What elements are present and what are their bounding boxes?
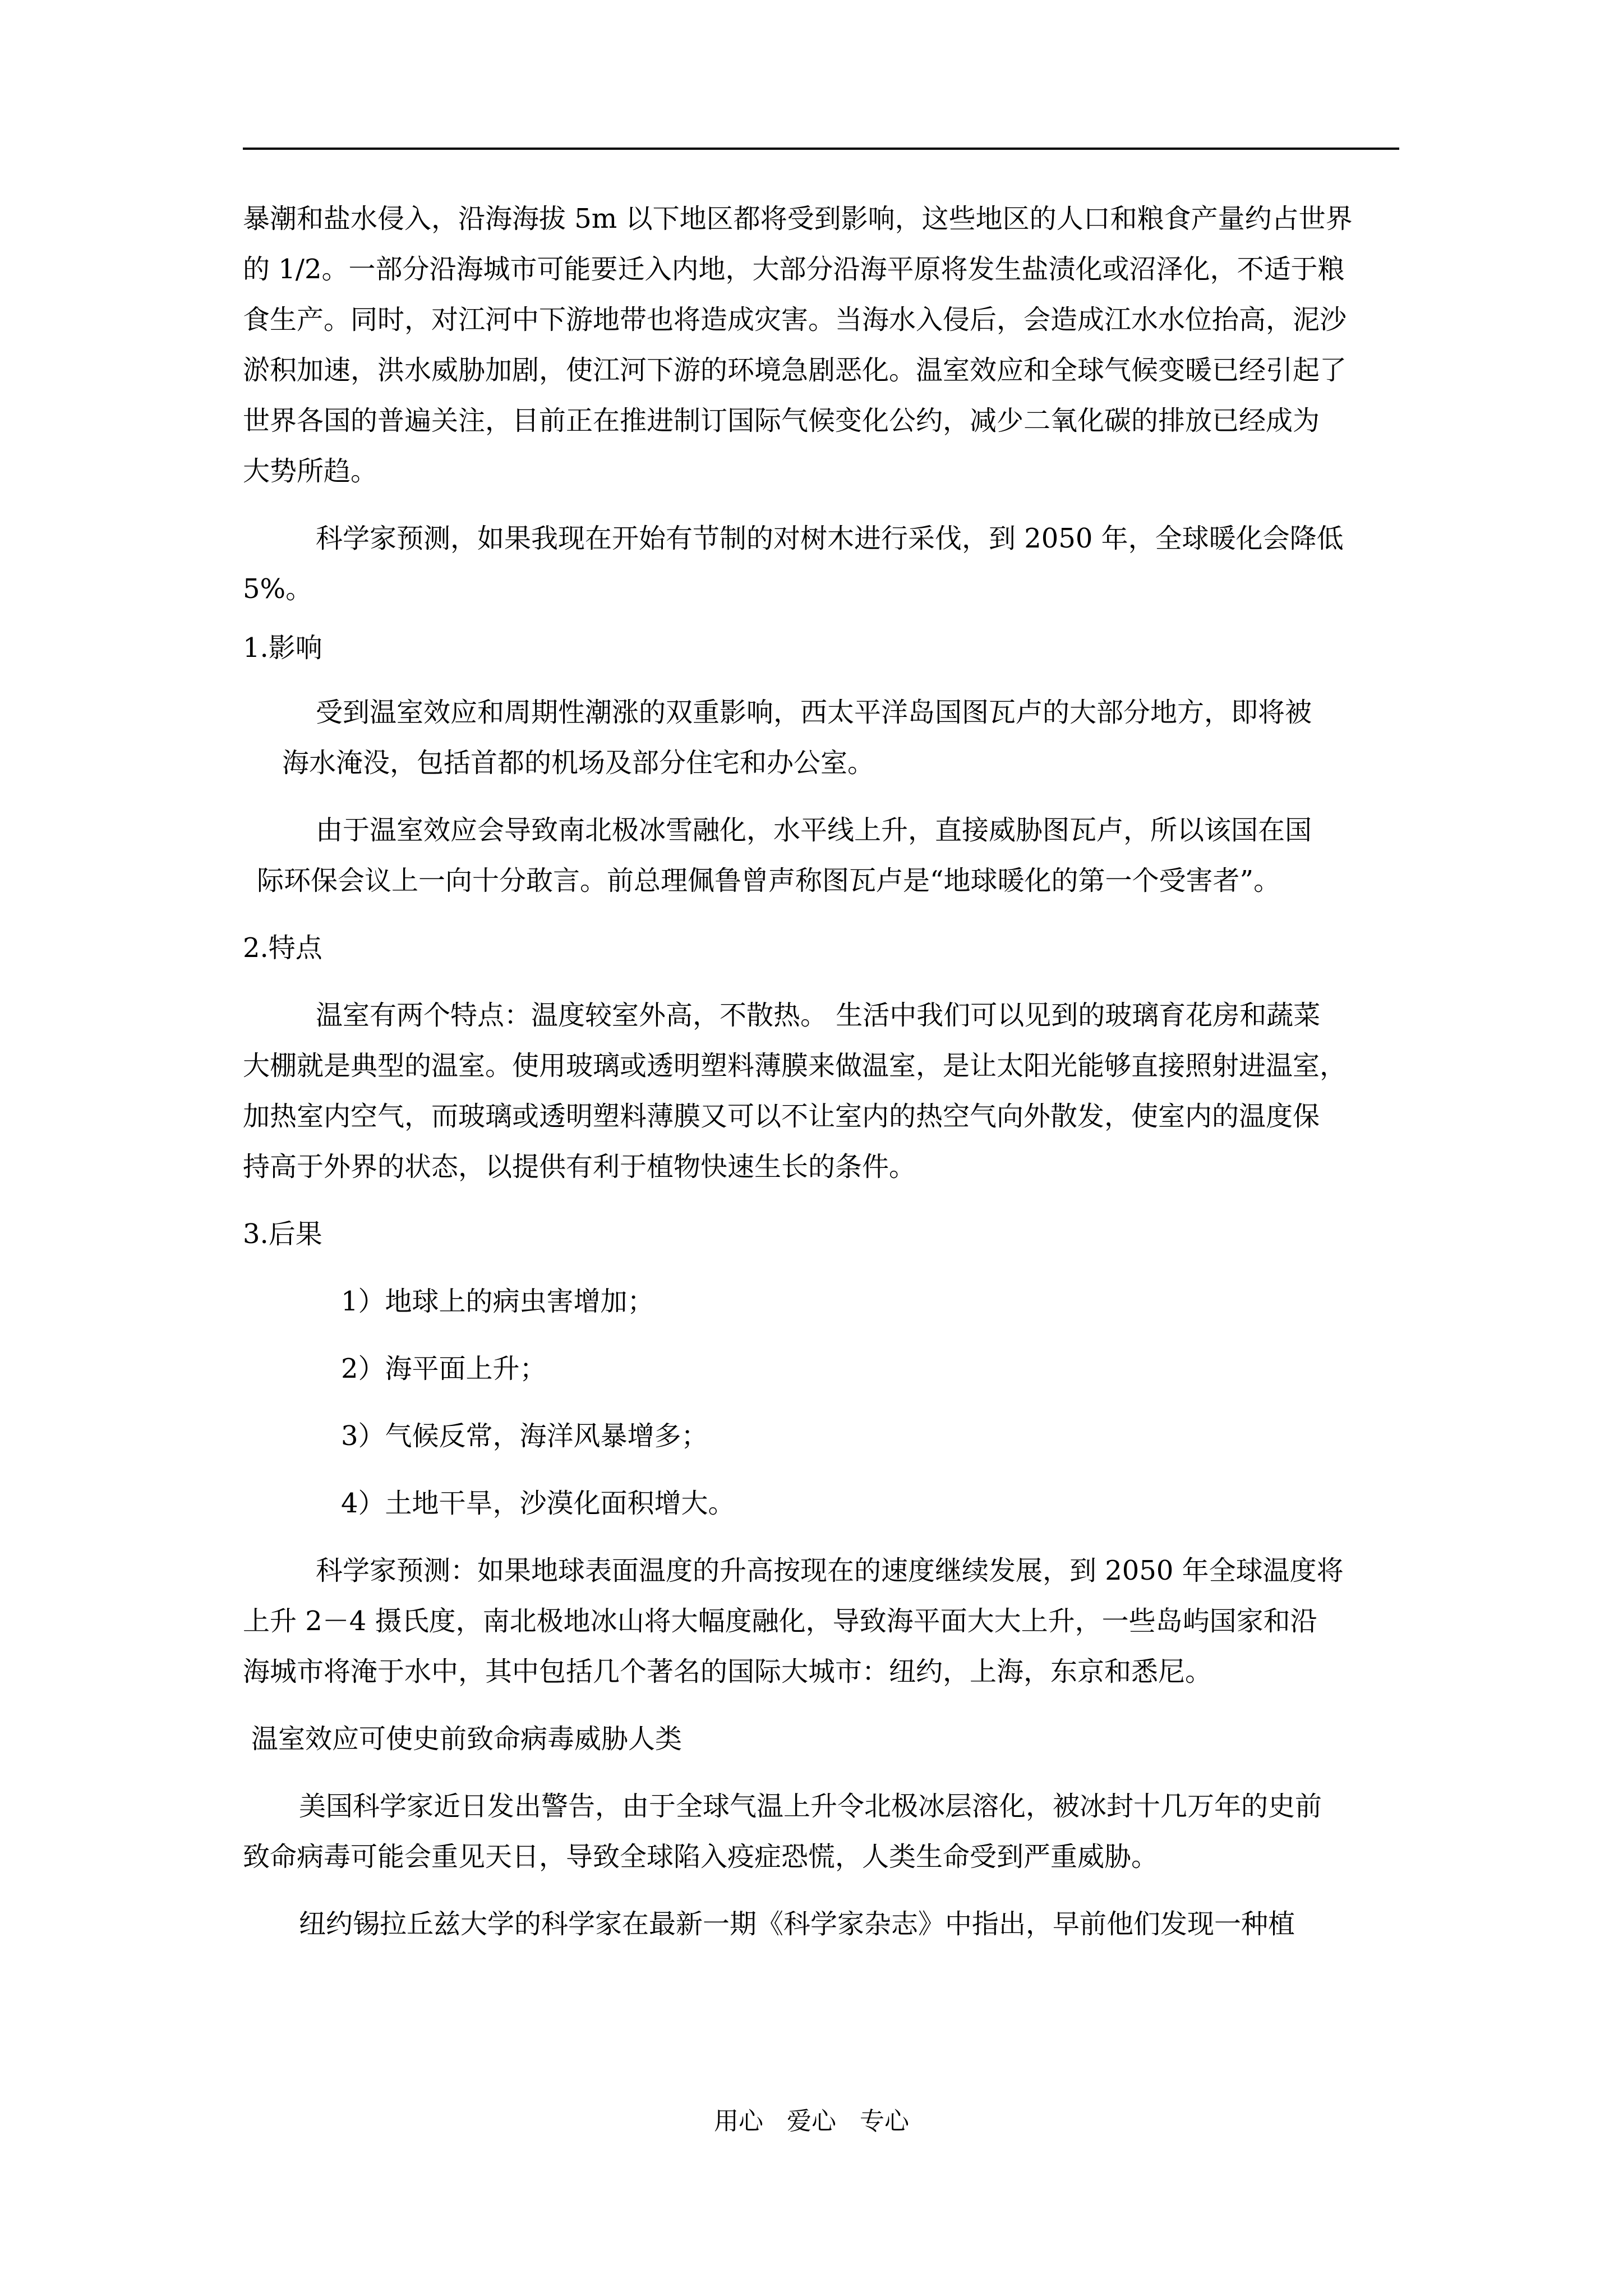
paragraph-line: 大棚就是典型的温室。使用玻璃或透明塑料薄膜来做温室，是让太阳光能够直接照射进温室，	[243, 1050, 1347, 1082]
paragraph-line: 致命病毒可能会重见天日，导致全球陷入疫症恐慌，人类生命受到严重威胁。	[243, 1841, 1159, 1872]
list-item: 3）气候反常，海洋风暴增多；	[341, 1420, 708, 1452]
paragraph-line: 的 1/2。一部分沿海城市可能要迁入内地，大部分沿海平原将发生盐渍化或沼泽化，不适于粮	[243, 254, 1345, 285]
paragraph-line: 科学家预测，如果我现在开始有节制的对树木进行采伐，到 2050 年，全球暖化会降低	[316, 523, 1344, 554]
section-heading: 2.特点	[243, 932, 322, 964]
paragraph-line: 持高于外界的状态，以提供有利于植物快速生长的条件。	[243, 1151, 916, 1182]
section-heading: 1.影响	[243, 632, 322, 664]
paragraph-line: 美国科学家近日发出警告，由于全球气温上升令北极冰层溶化，被冰封十几万年的史前	[299, 1791, 1322, 1822]
list-item: 2）海平面上升；	[341, 1353, 547, 1384]
paragraph-line: 海城市将淹于水中，其中包括几个著名的国际大城市：纽约，上海，东京和悉尼。	[243, 1656, 1212, 1687]
paragraph-line: 世界各国的普遍关注，目前正在推进制订国际气候变化公约，减少二氧化碳的排放已经成为	[243, 405, 1320, 436]
paragraph-line: 5%。	[243, 573, 313, 605]
paragraph-line: 纽约锡拉丘兹大学的科学家在最新一期《科学家杂志》中指出，早前他们发现一种植	[299, 1908, 1295, 1940]
paragraph-line: 海水淹没，包括首都的机场及部分住宅和办公室。	[282, 747, 875, 779]
paragraph-line: 科学家预测：如果地球表面温度的升高按现在的速度继续发展，到 2050 年全球温度将	[316, 1555, 1344, 1586]
paragraph-line: 际环保会议上一向十分敢言。前总理佩鲁曾声称图瓦卢是“地球暖化的第一个受害者”。	[257, 865, 1281, 896]
page-footer: 用心 爱心 专心	[714, 2107, 909, 2136]
section-heading: 3.后果	[243, 1218, 322, 1250]
paragraph-line: 淤积加速，洪水威胁加剧，使江河下游的环境急剧恶化。温室效应和全球气候变暖已经引起了	[243, 355, 1347, 386]
list-item: 4）土地干旱，沙漠化面积增大。	[341, 1488, 735, 1519]
paragraph-line: 大势所趋。	[243, 455, 378, 487]
paragraph-line: 暴潮和盐水侵入，沿海海拔 5m 以下地区都将受到影响，这些地区的人口和粮食产量约占世界	[243, 203, 1353, 234]
section-heading: 温室效应可使史前致命病毒威胁人类	[251, 1723, 683, 1755]
paragraph-line: 加热室内空气，而玻璃或透明塑料薄膜又可以不让室内的热空气向外散发，使室内的温度保	[243, 1101, 1320, 1132]
paragraph-line: 由于温室效应会导致南北极冰雪融化，水平线上升，直接威胁图瓦卢，所以该国在国	[316, 815, 1312, 846]
header-rule	[243, 148, 1399, 150]
list-item: 1）地球上的病虫害增加；	[341, 1286, 654, 1317]
paragraph-line: 食生产。同时，对江河中下游地带也将造成灾害。当海水入侵后，会造成江水水位抬高，泥沙	[243, 304, 1347, 335]
paragraph-line: 温室有两个特点：温度较室外高，不散热。 生活中我们可以见到的玻璃育花房和蔬菜	[316, 1000, 1321, 1031]
paragraph-line: 受到温室效应和周期性潮涨的双重影响，西太平洋岛国图瓦卢的大部分地方，即将被	[316, 697, 1312, 728]
paragraph-line: 上升 2－4 摄氏度，南北极地冰山将大幅度融化，导致海平面大大上升，一些岛屿国家和沿	[243, 1605, 1317, 1637]
